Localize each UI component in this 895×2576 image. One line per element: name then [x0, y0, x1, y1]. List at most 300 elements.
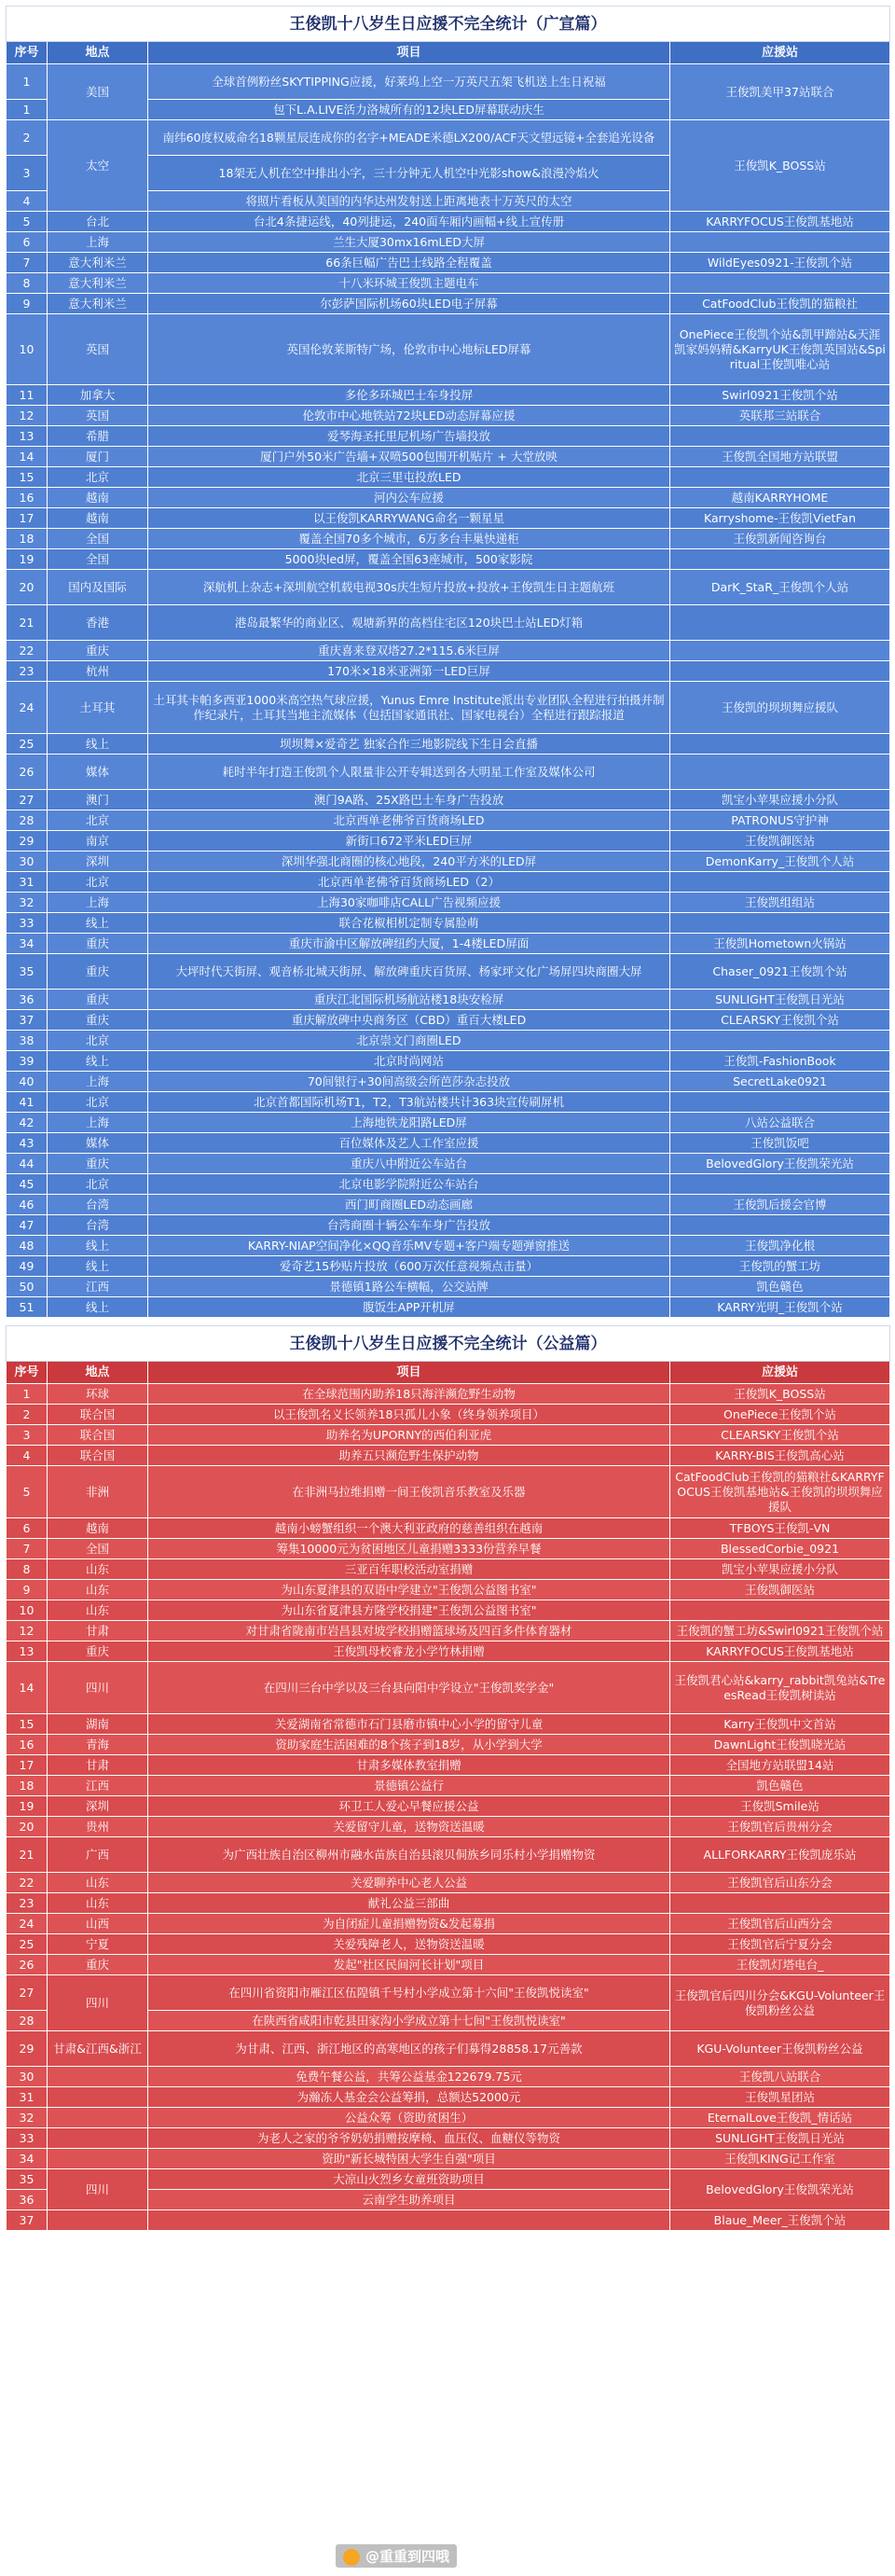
row-station: 全国地方站联盟14站: [670, 1755, 890, 1776]
row-number: 43: [7, 1133, 48, 1154]
row-number: 39: [7, 1051, 48, 1072]
row-item: 澳门9A路、25X路巴士车身广告投放: [148, 790, 670, 810]
row-item: 上海地铁龙阳路LED屏: [148, 1113, 670, 1133]
row-station: 王俊凯官后山西分会: [670, 1914, 890, 1934]
table-row: [7, 508, 890, 529]
row-number: 23: [7, 661, 48, 682]
row-number: 36: [7, 990, 48, 1010]
row-station: 王俊凯饭吧: [670, 1133, 890, 1154]
row-number: 2: [7, 1405, 48, 1425]
row-place: 山东: [48, 1559, 148, 1580]
row-item: 关爱聊养中心老人公益: [148, 1873, 670, 1893]
row-item: 深航机上杂志+深圳航空机载电视30s庆生短片投放+投放+王俊凯生日主题航班: [148, 570, 670, 605]
row-item: 重庆解放碑中央商务区（CBD）重百大楼LED: [148, 1010, 670, 1031]
row-number: 1: [7, 100, 48, 120]
table-row: [7, 1466, 890, 1518]
table-row: [7, 1031, 890, 1051]
row-item: 北京首都国际机场T1，T2，T3航站楼共计363块宣传刷屏机: [148, 1092, 670, 1113]
row-item: 筹集10000元为贫困地区儿童捐赠3333份营养早餐: [148, 1539, 670, 1559]
row-station: OnePiece王俊凯个站: [670, 1405, 890, 1425]
row-place: 线上: [48, 913, 148, 934]
row-item: 王俊凯母校睿龙小学竹林捐赠: [148, 1641, 670, 1662]
row-place: 深圳: [48, 1796, 148, 1817]
row-number: 37: [7, 2210, 48, 2231]
row-number: 30: [7, 852, 48, 872]
row-item: 以王俊凯名义长领养18只孤儿小象（终身领养项目）: [148, 1405, 670, 1425]
row-place: 全国: [48, 549, 148, 570]
row-item: 将照片看板从美国的内华达州发射送上距离地表十万英尺的太空: [148, 191, 670, 212]
table-row: [7, 852, 890, 872]
row-number: 49: [7, 1256, 48, 1277]
row-station: CatFoodClub王俊凯的猫粮社: [670, 294, 890, 314]
row-place: 线上: [48, 1297, 148, 1318]
row-item: 耗时半年打造王俊凯个人限量非公开专辑送到各大明星工作室及媒体公司: [148, 755, 670, 790]
row-item: 北京崇文门商圈LED: [148, 1031, 670, 1051]
header-item: 项目: [148, 1362, 670, 1384]
row-item: 助养五只濒危野生保护动物: [148, 1446, 670, 1466]
table-row: [7, 1072, 890, 1092]
table-row: [7, 1518, 890, 1539]
row-number: 31: [7, 2087, 48, 2108]
table-row: [7, 1384, 890, 1405]
table-row: [7, 2031, 890, 2067]
row-station: 王俊凯新闻咨询台: [670, 529, 890, 549]
table-row: [7, 2128, 890, 2149]
promo-title: 王俊凯十八岁生日应援不完全统计（广宣篇）: [7, 7, 890, 42]
row-number: 12: [7, 1621, 48, 1641]
row-station: [670, 605, 890, 641]
table-row: [7, 447, 890, 467]
table-row: [7, 1755, 890, 1776]
row-number: 40: [7, 1072, 48, 1092]
table-row: [7, 120, 890, 156]
row-station: BlessedCorbie_0921: [670, 1539, 890, 1559]
row-place: [48, 2087, 148, 2108]
row-station: 王俊凯君心站&karry_rabbit凯兔站&TreesRead王俊凯树读站: [670, 1662, 890, 1714]
row-item: 景德镇1路公车横幅，公交站牌: [148, 1277, 670, 1297]
row-station: [670, 273, 890, 294]
row-station: 王俊凯御医站: [670, 831, 890, 852]
row-number: 22: [7, 641, 48, 661]
row-place: 非洲: [48, 1466, 148, 1518]
weibo-logo-icon: [343, 2549, 360, 2566]
row-item: 云南学生助养项目: [148, 2190, 670, 2210]
table-row: [7, 2067, 890, 2087]
row-number: 20: [7, 1817, 48, 1837]
row-number: 4: [7, 191, 48, 212]
table-row: [7, 212, 890, 232]
row-item: 重庆八中附近公车站台: [148, 1154, 670, 1174]
row-station: [670, 1092, 890, 1113]
row-number: 28: [7, 2011, 48, 2031]
row-item: 南纬60度权威命名18颗星辰连成你的名字+MEADE米德LX200/ACF天文望远镜+全套追光设备: [148, 120, 670, 156]
row-number: 14: [7, 447, 48, 467]
row-number: 25: [7, 1934, 48, 1955]
row-item: 重庆市渝中区解放碑纽约大厦，1-4楼LED屏面: [148, 934, 670, 954]
row-item: 北京时尚网站: [148, 1051, 670, 1072]
row-number: 18: [7, 529, 48, 549]
row-place: 联合国: [48, 1425, 148, 1446]
row-place: [48, 2128, 148, 2149]
row-number: 30: [7, 2067, 48, 2087]
row-item: 助养名为UPORNY的西伯利亚虎: [148, 1425, 670, 1446]
row-place: 越南: [48, 508, 148, 529]
table-row: [7, 294, 890, 314]
table-row: [7, 232, 890, 253]
weibo-watermark: [336, 2544, 457, 2568]
row-item: 献礼公益三部曲: [148, 1893, 670, 1914]
row-station: 凯宝小苹果应援小分队: [670, 790, 890, 810]
row-item: 为甘肃、江西、浙江地区的高寒地区的孩子们募得28858.17元善款: [148, 2031, 670, 2067]
promo-table: [6, 6, 890, 1318]
row-item: 为广西壮族自治区柳州市融水苗族自治县滚贝侗族乡同乐村小学捐赠物资: [148, 1837, 670, 1873]
row-number: 25: [7, 734, 48, 755]
table-row: [7, 1621, 890, 1641]
row-station: [670, 549, 890, 570]
charity-table: [6, 1325, 890, 2231]
row-item: 关爱残障老人，送物资送温暖: [148, 1934, 670, 1955]
row-station: SUNLIGHT王俊凯日光站: [670, 990, 890, 1010]
table-row: [7, 1446, 890, 1466]
row-place: 英国: [48, 406, 148, 426]
row-item: 覆盖全国70多个城市，6万多台丰巢快递柜: [148, 529, 670, 549]
row-place: 环球: [48, 1384, 148, 1405]
row-station: [670, 467, 890, 488]
row-item: 重庆江北国际机场航站楼18块安检屏: [148, 990, 670, 1010]
row-item: [148, 2210, 670, 2231]
table-row: [7, 253, 890, 273]
table-row: [7, 2108, 890, 2128]
row-place: 希腊: [48, 426, 148, 447]
row-item: 联合花椒相机定制专属脸萌: [148, 913, 670, 934]
row-station: KARRYFOCUS王俊凯基地站: [670, 212, 890, 232]
table-row: [7, 2169, 890, 2190]
row-station: 王俊凯官后贵州分会: [670, 1817, 890, 1837]
row-station: PATRONUS守护神: [670, 810, 890, 831]
row-item: 以王俊凯KARRYWANG命名一颗星星: [148, 508, 670, 529]
row-item: 重庆喜来登双塔27.2*115.6米巨屏: [148, 641, 670, 661]
row-station: 凯色赣色: [670, 1277, 890, 1297]
row-number: 33: [7, 2128, 48, 2149]
row-number: 13: [7, 426, 48, 447]
row-place: 北京: [48, 872, 148, 893]
row-number: 23: [7, 1893, 48, 1914]
table-row: [7, 1277, 890, 1297]
row-number: 48: [7, 1236, 48, 1256]
row-station: DemonKarry_王俊凯个人站: [670, 852, 890, 872]
row-station: Swirl0921王俊凯个站: [670, 385, 890, 406]
row-item: 包下L.A.LIVE活力洛城所有的12块LED屏幕联动庆生: [148, 100, 670, 120]
row-item: 免费午餐公益，共筹公益基金122679.75元: [148, 2067, 670, 2087]
row-place: 美国: [48, 64, 148, 120]
row-item: 在四川三台中学以及三台县向阳中学设立"王俊凯奖学金": [148, 1662, 670, 1714]
table-row: [7, 990, 890, 1010]
row-number: 14: [7, 1662, 48, 1714]
row-station: [670, 1893, 890, 1914]
row-number: 32: [7, 2108, 48, 2128]
table-row: [7, 661, 890, 682]
row-number: 16: [7, 1735, 48, 1755]
charity-title-row: [7, 1326, 890, 1362]
table-row: [7, 810, 890, 831]
row-number: 10: [7, 1600, 48, 1621]
row-number: 13: [7, 1641, 48, 1662]
row-item: 66条巨幅广告巴士线路全程覆盖: [148, 253, 670, 273]
row-place: 北京: [48, 1031, 148, 1051]
row-number: 50: [7, 1277, 48, 1297]
row-item: 18架无人机在空中排出小字，三十分钟无人机空中光影show&浪漫冷焰火: [148, 156, 670, 191]
row-item: 为山东省夏津县方隆学校捐建"王俊凯公益图书室": [148, 1600, 670, 1621]
row-place: 香港: [48, 605, 148, 641]
row-station: Chaser_0921王俊凯个站: [670, 954, 890, 990]
row-station: 王俊凯美甲37站联合: [670, 64, 890, 120]
row-station: 王俊凯Hometown火锅站: [670, 934, 890, 954]
row-number: 21: [7, 1837, 48, 1873]
row-station: [670, 1215, 890, 1236]
row-place: 北京: [48, 1092, 148, 1113]
header-no: 序号: [7, 42, 48, 64]
row-place: 重庆: [48, 954, 148, 990]
table-row: [7, 1934, 890, 1955]
table-row: [7, 2149, 890, 2169]
table-row: [7, 2087, 890, 2108]
table-row: [7, 1776, 890, 1796]
row-place: 重庆: [48, 1010, 148, 1031]
row-place: 宁夏: [48, 1934, 148, 1955]
row-item: 台湾商圈十辆公车车身广告投放: [148, 1215, 670, 1236]
row-number: 7: [7, 1539, 48, 1559]
row-item: 英国伦敦莱斯特广场，伦敦市中心地标LED屏幕: [148, 314, 670, 385]
row-item: 爱奇艺15秒贴片投放（600万次任意视频点击量）: [148, 1256, 670, 1277]
row-item: 北京电影学院附近公车站台: [148, 1174, 670, 1195]
row-station: 王俊凯全国地方站联盟: [670, 447, 890, 467]
row-place: 甘肃&江西&浙江: [48, 2031, 148, 2067]
row-station: [670, 426, 890, 447]
row-place: 重庆: [48, 934, 148, 954]
row-station: BelovedGlory王俊凯荣光站: [670, 2169, 890, 2210]
table-row: [7, 1051, 890, 1072]
row-number: 44: [7, 1154, 48, 1174]
row-place: 南京: [48, 831, 148, 852]
row-item: 新街口672平米LED巨屏: [148, 831, 670, 852]
table-row: [7, 314, 890, 385]
row-number: 3: [7, 1425, 48, 1446]
row-place: 线上: [48, 1051, 148, 1072]
row-number: 1: [7, 64, 48, 100]
row-number: 15: [7, 467, 48, 488]
row-number: 18: [7, 1776, 48, 1796]
table-row: [7, 488, 890, 508]
row-station: TFBOYS王俊凯-VN: [670, 1518, 890, 1539]
row-item: 厦门户外50米广告墙+双喷500包围开机贴片 + 大堂放映: [148, 447, 670, 467]
row-place: 四川: [48, 2169, 148, 2210]
row-place: 北京: [48, 1174, 148, 1195]
row-item: 多伦多环城巴士车身投屏: [148, 385, 670, 406]
row-place: 重庆: [48, 1641, 148, 1662]
charity-title: 王俊凯十八岁生日应援不完全统计（公益篇）: [7, 1326, 890, 1362]
row-place: 江西: [48, 1277, 148, 1297]
table-row: [7, 1893, 890, 1914]
row-station: Karryshome-王俊凯VietFan: [670, 508, 890, 529]
row-station: 王俊凯官后四川分会&KGU-Volunteer王俊凯粉丝公益: [670, 1975, 890, 2031]
row-item: 大坪时代天街屏、观音桥北城天街屏、解放碑重庆百货屏、杨家坪文化广场屏四块商圈大屏: [148, 954, 670, 990]
row-number: 26: [7, 1955, 48, 1975]
row-place: 重庆: [48, 1154, 148, 1174]
row-station: 王俊凯净化根: [670, 1236, 890, 1256]
table-row: [7, 1539, 890, 1559]
row-station: 凯色赣色: [670, 1776, 890, 1796]
watermark-text: @重重到四哦: [365, 2548, 450, 2565]
row-place: 太空: [48, 120, 148, 212]
row-place: 全国: [48, 529, 148, 549]
table-row: [7, 1955, 890, 1975]
row-place: 四川: [48, 1975, 148, 2031]
row-place: 加拿大: [48, 385, 148, 406]
row-place: 湖南: [48, 1714, 148, 1735]
row-item: 爱琴海圣托里尼机场广告墙投放: [148, 426, 670, 447]
row-station: [670, 641, 890, 661]
row-item: 百位媒体及艺人工作室应援: [148, 1133, 670, 1154]
row-item: 土耳其卡帕多西亚1000米高空热气球应援，Yunus Emre Institute派出专业团队全程进行拍摄并制作纪录片，土耳其当地主流媒体（包括国家通讯社、国家电视台）全程进行跟踪报道: [148, 682, 670, 734]
table-row: [7, 831, 890, 852]
row-place: 越南: [48, 488, 148, 508]
table-row: [7, 1796, 890, 1817]
row-station: ALLFORKARRY王俊凯庞乐站: [670, 1837, 890, 1873]
row-number: 26: [7, 755, 48, 790]
table-row: [7, 1600, 890, 1621]
row-item: 十八米环城王俊凯主题电车: [148, 273, 670, 294]
header-station: 应援站: [670, 1362, 890, 1384]
row-station: EternalLove王俊凯_情话站: [670, 2108, 890, 2128]
row-number: 27: [7, 790, 48, 810]
row-number: 27: [7, 1975, 48, 2011]
row-station: DarK_StaR_王俊凯个人站: [670, 570, 890, 605]
table-row: [7, 1873, 890, 1893]
row-number: 3: [7, 156, 48, 191]
row-station: 王俊凯的坝坝舞应援队: [670, 682, 890, 734]
row-station: KARRYFOCUS王俊凯基地站: [670, 1641, 890, 1662]
row-number: 5: [7, 1466, 48, 1518]
row-station: 王俊凯官后宁夏分会: [670, 1934, 890, 1955]
row-place: [48, 2149, 148, 2169]
table-row: [7, 1195, 890, 1215]
row-station: 王俊凯K_BOSS站: [670, 1384, 890, 1405]
row-place: 联合国: [48, 1405, 148, 1425]
row-station: 王俊凯八站联合: [670, 2067, 890, 2087]
table-row: [7, 1215, 890, 1236]
row-station: BelovedGlory王俊凯荣光站: [670, 1154, 890, 1174]
row-number: 20: [7, 570, 48, 605]
row-place: 北京: [48, 810, 148, 831]
row-item: 为瀚冻人基金会公益筹捐，总额达52000元: [148, 2087, 670, 2108]
row-item: 关爱湖南省常德市石门县磨市镇中心小学的留守儿童: [148, 1714, 670, 1735]
row-number: 29: [7, 2031, 48, 2067]
row-item: 资助家庭生活困难的8个孩子到18岁，从小学到大学: [148, 1735, 670, 1755]
row-station: [670, 872, 890, 893]
row-number: 1: [7, 1384, 48, 1405]
row-place: 国内及国际: [48, 570, 148, 605]
row-number: 8: [7, 273, 48, 294]
row-place: 上海: [48, 1113, 148, 1133]
table-row: [7, 605, 890, 641]
table-row: [7, 1817, 890, 1837]
row-number: 36: [7, 2190, 48, 2210]
table-row: [7, 1837, 890, 1873]
stats-sheet: [6, 6, 889, 2231]
row-station: 王俊凯后援会官博: [670, 1195, 890, 1215]
table-row: [7, 734, 890, 755]
row-number: 34: [7, 934, 48, 954]
promo-header-row: [7, 42, 890, 64]
row-item: 西门町商圈LED动态画廊: [148, 1195, 670, 1215]
table-row: [7, 1580, 890, 1600]
row-number: 37: [7, 1010, 48, 1031]
row-station: 王俊凯K_BOSS站: [670, 120, 890, 212]
row-place: 台湾: [48, 1215, 148, 1236]
table-row: [7, 1641, 890, 1662]
row-station: SUNLIGHT王俊凯日光站: [670, 2128, 890, 2149]
row-item: 对甘肃省陇南市岩昌县对坡学校捐赠篮球场及四百多件体育器材: [148, 1621, 670, 1641]
table-row: [7, 641, 890, 661]
row-place: 广西: [48, 1837, 148, 1873]
table-row: [7, 2210, 890, 2231]
row-item: 环卫工人爱心早餐应援公益: [148, 1796, 670, 1817]
table-row: [7, 1154, 890, 1174]
row-number: 22: [7, 1873, 48, 1893]
row-station: KGU-Volunteer王俊凯粉丝公益: [670, 2031, 890, 2067]
row-item: 在四川省资阳市雁江区伍隍镇千号村小学成立第十六间"王俊凯悦读室": [148, 1975, 670, 2011]
row-item: 景德镇公益行: [148, 1776, 670, 1796]
row-number: 21: [7, 605, 48, 641]
row-item: KARRY-NIAP空间净化×QQ音乐MV专题+客户端专题弹窗推送: [148, 1236, 670, 1256]
row-place: [48, 2067, 148, 2087]
row-item: 腹饭生APP开机屏: [148, 1297, 670, 1318]
row-number: 24: [7, 1914, 48, 1934]
row-item: 170米×18米亚洲第一LED巨屏: [148, 661, 670, 682]
row-item: 台北4条捷运线，40列捷运，240面车厢内画幅+线上宣传册: [148, 212, 670, 232]
row-number: 28: [7, 810, 48, 831]
row-station: CLEARSKY王俊凯个站: [670, 1425, 890, 1446]
header-place: 地点: [48, 1362, 148, 1384]
row-place: 意大利米兰: [48, 294, 148, 314]
row-item: 为自闭症儿童捐赠物资&发起募捐: [148, 1914, 670, 1934]
row-item: 公益众筹（资助贫困生）: [148, 2108, 670, 2128]
row-station: 王俊凯-FashionBook: [670, 1051, 890, 1072]
row-station: 王俊凯Smile站: [670, 1796, 890, 1817]
row-station: 王俊凯灯塔电台_: [670, 1955, 890, 1975]
table-row: [7, 426, 890, 447]
row-place: 山东: [48, 1600, 148, 1621]
row-item: 在非洲马拉维捐赠一间王俊凯音乐教室及乐器: [148, 1466, 670, 1518]
row-number: 8: [7, 1559, 48, 1580]
row-number: 32: [7, 893, 48, 913]
row-number: 45: [7, 1174, 48, 1195]
row-place: [48, 2210, 148, 2231]
row-number: 47: [7, 1215, 48, 1236]
row-item: 为老人之家的爷爷奶奶捐赠按摩椅、血压仪、血糖仪等物资: [148, 2128, 670, 2149]
table-row: [7, 1133, 890, 1154]
row-place: 线上: [48, 1236, 148, 1256]
row-number: 15: [7, 1714, 48, 1735]
row-station: DawnLight王俊凯晓光站: [670, 1735, 890, 1755]
row-place: 甘肃: [48, 1621, 148, 1641]
row-station: [670, 913, 890, 934]
row-number: 16: [7, 488, 48, 508]
header-no: 序号: [7, 1362, 48, 1384]
row-station: 王俊凯的蟹工坊&Swirl0921王俊凯个站: [670, 1621, 890, 1641]
row-item: 北京三里屯投放LED: [148, 467, 670, 488]
row-place: 甘肃: [48, 1755, 148, 1776]
